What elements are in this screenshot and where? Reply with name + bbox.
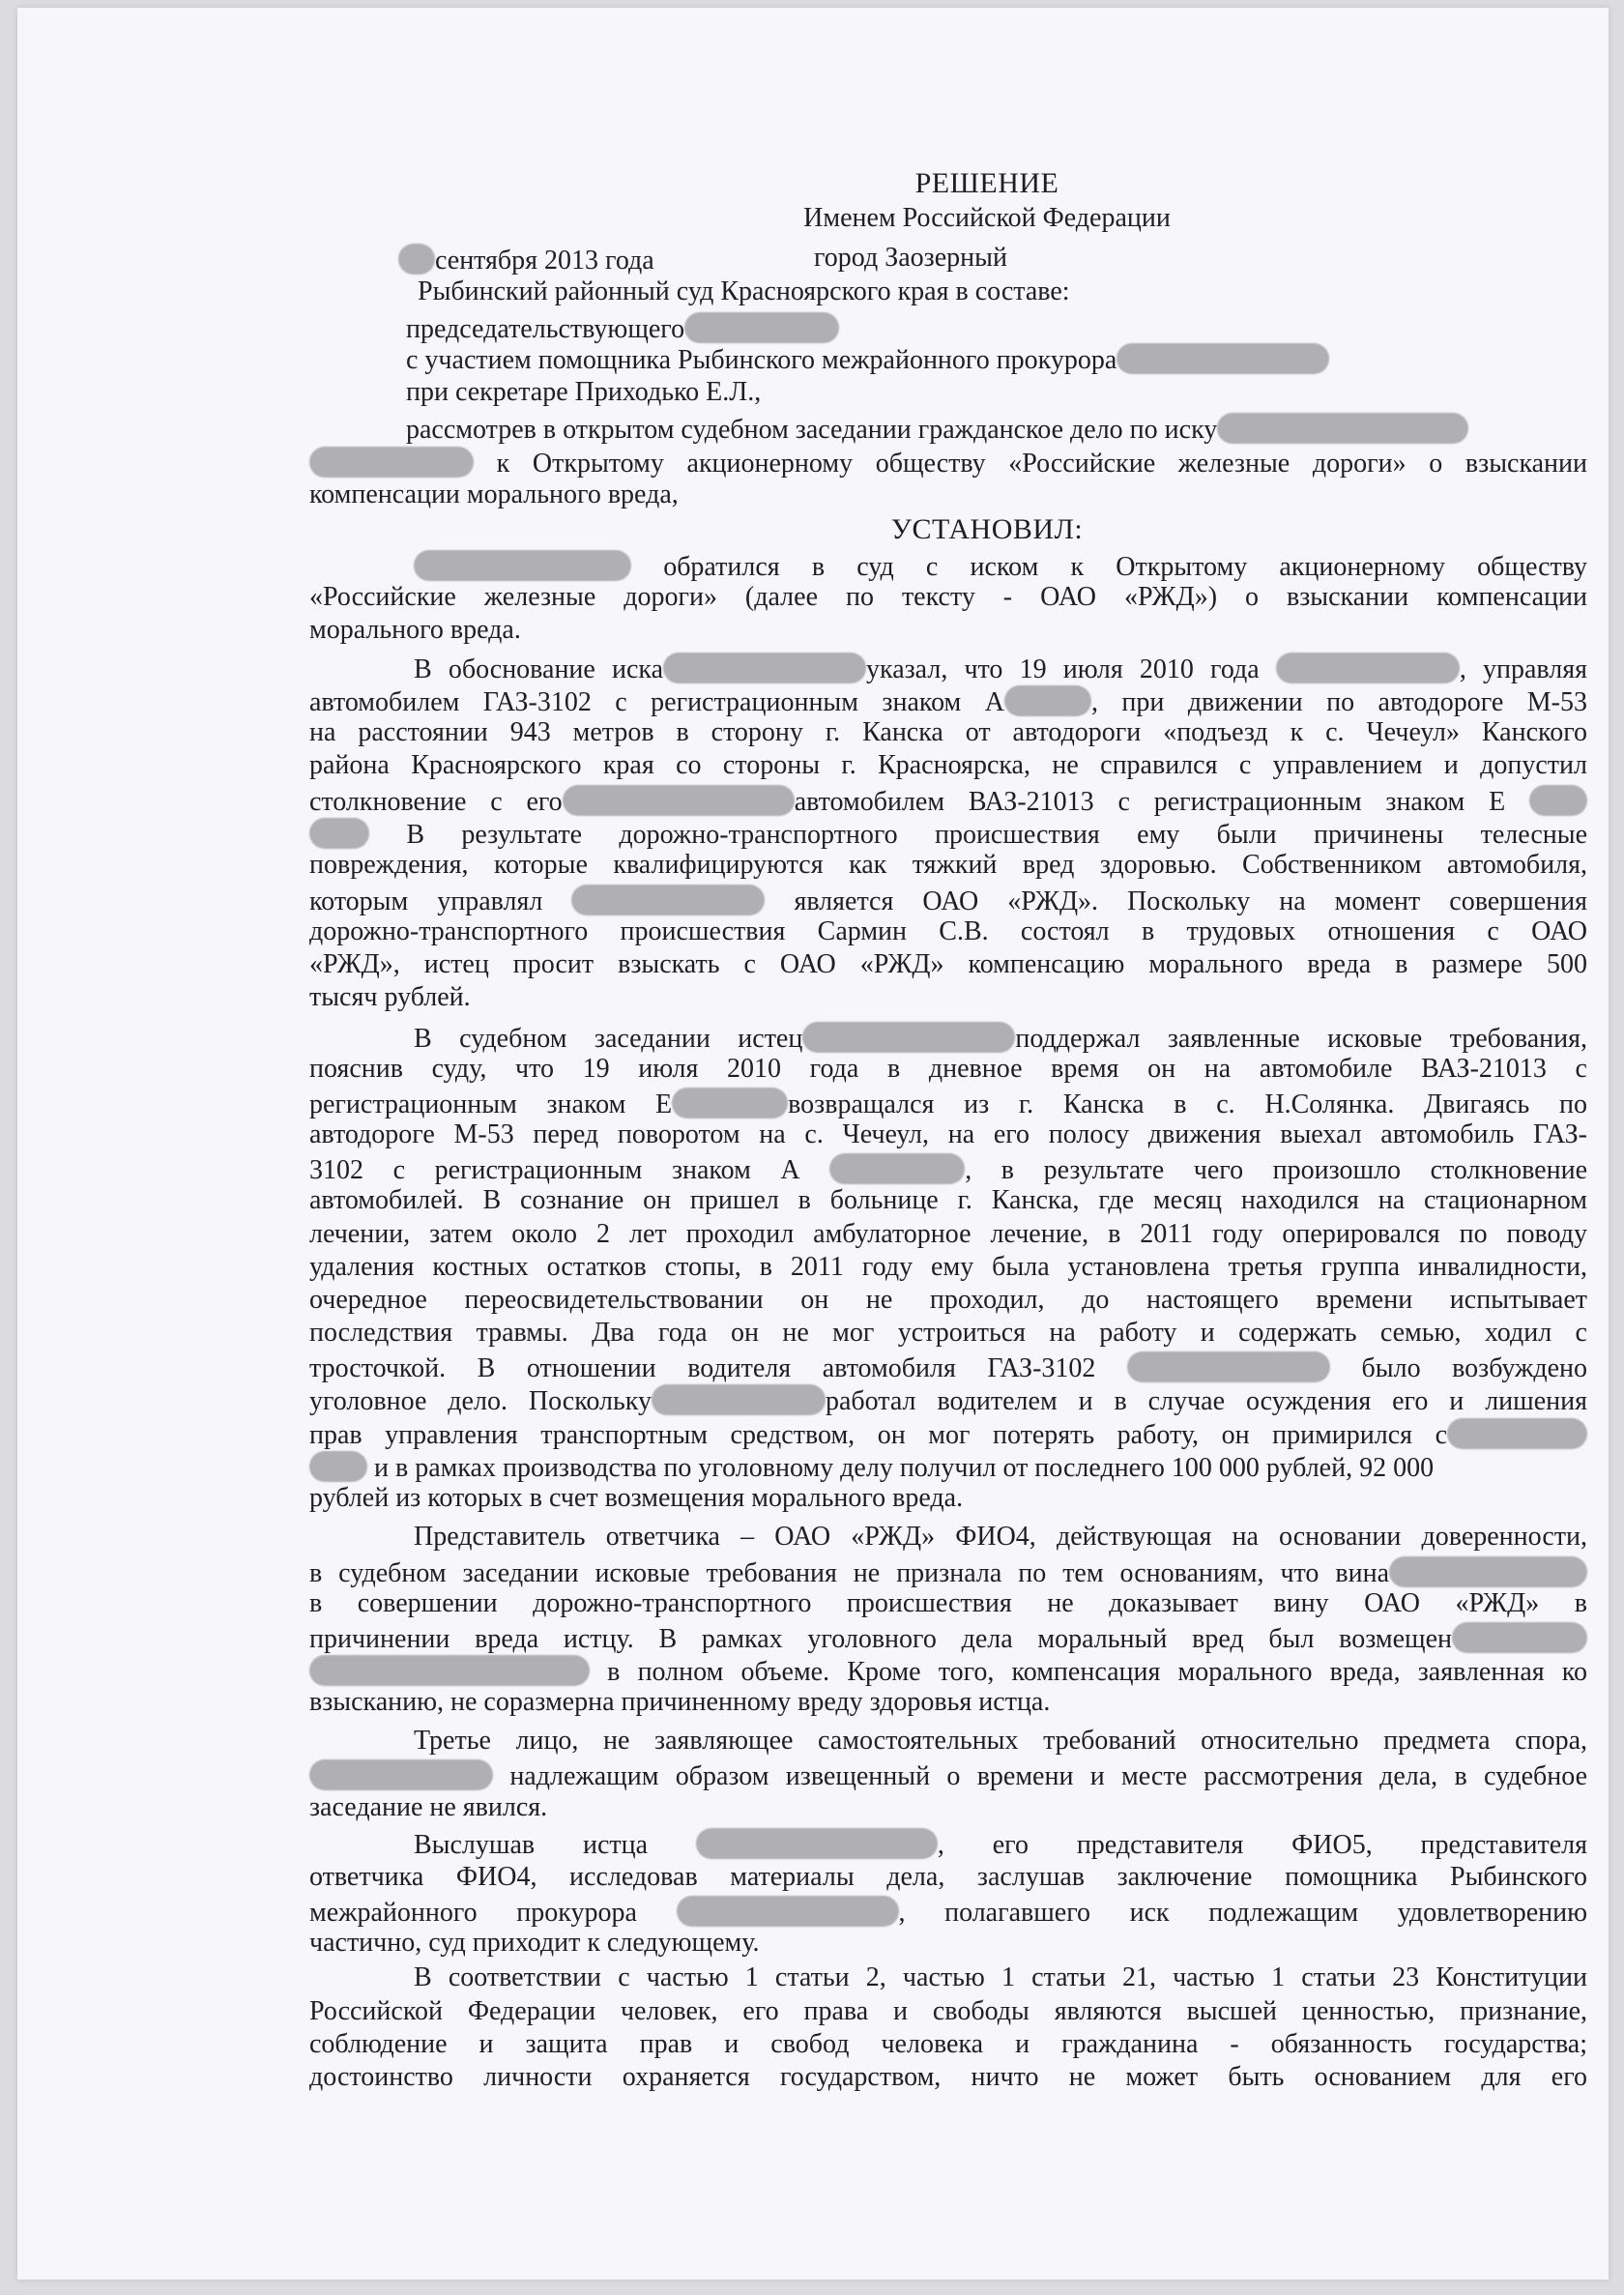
paragraph-line: удаления костных остатков стопы, в 2011 году ему была установлена третья группа инвалидности,: [309, 1252, 1587, 1282]
paragraph-line: района Красноярского края со стороны г. Красноярска, не справился с управлением и допустил: [309, 750, 1587, 780]
redaction: [309, 447, 474, 478]
paragraph-line: дорожно-транспортного происшествия Сармин С.В. состоял в трудовых отношения с ОАО: [309, 916, 1587, 946]
paragraph-line: обратился в суд с иском к Открытому акционерному обществу: [414, 550, 1587, 582]
paragraph-line: В судебном заседании истец поддержал заявленные исковые требования,: [414, 1024, 1587, 1054]
redaction: [829, 1153, 965, 1184]
paragraph-line: регистрационным знаком Е возвращался из г. Канска в с. Н.Солянка. Двигаясь по: [309, 1089, 1587, 1119]
paragraph-line: пояснив суду, что 19 июля 2010 года в дневное время он на автомобиле ВАЗ-21013 с: [309, 1054, 1587, 1084]
paragraph-line: 3102 с регистрационным знаком А , в результате чего произошло столкновение: [309, 1155, 1587, 1185]
paragraph-line: частично, суд приходит к следующему.: [309, 1928, 760, 1958]
paragraph-line: автомобилем ГАЗ-3102 с регистрационным знаком А , при движении по автодороге М-53: [309, 687, 1587, 717]
redaction: [1389, 1556, 1587, 1587]
paragraph-line: В результате дорожно-транспортного происшествия ему были причинены телесные: [309, 818, 1587, 850]
paragraph-line: тысяч рублей.: [309, 982, 471, 1012]
redaction: [663, 653, 866, 683]
redaction: [398, 244, 435, 275]
redaction: [802, 1022, 1015, 1053]
redaction: [1004, 685, 1091, 716]
paragraph-line: лечении, затем около 2 лет проходил амбулаторное лечение, в 2011 году оперировался по поводу: [309, 1219, 1587, 1249]
paragraph-line: автомобилей. В сознание он пришел в больнице г. Канска, где месяц находился на стационарном: [309, 1185, 1587, 1215]
paragraph-line: рублей из которых в счет возмещения морального вреда.: [309, 1483, 964, 1513]
suit-line-end: компенсации морального вреда,: [309, 479, 679, 509]
paragraph-line: Третье лицо, не заявляющее самостоятельных требований относительно предмета спора,: [414, 1726, 1587, 1756]
paragraph-line: В обоснование иска указал, что 19 июля 2010 года , управляя: [414, 654, 1587, 684]
paragraph-line: В соответствии с частью 1 статьи 2, частью 1 статьи 21, частью 1 статьи 23 Конституции: [414, 1962, 1587, 1992]
paragraph-line: ответчика ФИО4, исследовав материалы дела, заслушав заключение помощника Рыбинского: [309, 1862, 1587, 1892]
redaction: [309, 1759, 493, 1790]
redaction: [563, 785, 795, 816]
paragraph-line: автодороге М-53 перед поворотом на с. Чечеул, на его полосу движения выехал автомобиль ГАЗ-: [309, 1119, 1587, 1149]
paragraph-line: надлежащим образом извещенный о времени и месте рассмотрения дела, в судебное: [309, 1759, 1587, 1791]
prosecutor-line: с участием помощника Рыбинского межрайонного прокурора: [406, 343, 1624, 375]
redaction: [309, 1451, 367, 1482]
redaction: [1452, 1622, 1587, 1653]
paragraph-line: повреждения, которые квалифицируются как тяжкий вред здоровью. Собственником автомобиля,: [309, 850, 1587, 880]
paragraph-line: межрайонного прокурора , полагавшего иск подлежащим удовлетворению: [309, 1898, 1588, 1928]
redaction: [684, 312, 839, 343]
paragraph-line: которым управлял является ОАО «РЖД». Поскольку на момент совершения: [309, 886, 1588, 916]
paragraph-line: достоинство личности охраняется государством, ничто не может быть основанием для его: [309, 2062, 1587, 2092]
date-line: сентября 2013 года: [398, 244, 1624, 276]
paragraph-line: морального вреда.: [309, 615, 521, 645]
redaction: [1447, 1418, 1587, 1449]
document-subtitle: Именем Российской Федерации: [803, 203, 1171, 233]
redaction: [677, 1896, 899, 1927]
paragraph-line: последствия травмы. Два года он не мог устроиться на работу и содержать семью, ходил с: [309, 1318, 1587, 1348]
redaction: [696, 1828, 938, 1859]
paragraph-line: уголовное дело. Поскольку работал водителем и в случае осуждения его и лишения: [309, 1386, 1587, 1416]
suit-line: к Открытому акционерному обществу «Российские железные дороги» о взыскании: [309, 447, 1587, 479]
document-title: РЕШЕНИЕ: [914, 167, 1059, 199]
established-heading: УСТАНОВИЛ:: [890, 513, 1084, 545]
paragraph-line: соблюдение и защита прав и свобод человека и гражданина - обязанность государства;: [309, 2029, 1587, 2059]
paragraph-line: Российской Федерации человек, его права и свободы являются высшей ценностью, признание,: [309, 1996, 1587, 2026]
paragraph-line: прав управления транспортным средством, он мог потерять работу, он примирился с: [309, 1418, 1587, 1450]
paragraph-line: взысканию, не соразмерна причиненному вреду здоровья истца.: [309, 1687, 1051, 1717]
redaction: [1127, 1351, 1330, 1382]
redaction: [309, 1655, 590, 1686]
redaction: [1217, 413, 1468, 444]
paragraph-line: Представитель ответчика – ОАО «РЖД» ФИО4, действующая на основании доверенности,: [414, 1522, 1587, 1552]
redaction: [1276, 653, 1460, 683]
paragraph-line: «РЖД», истец просит взыскать с ОАО «РЖД» компенсацию морального вреда в размере 500: [309, 949, 1587, 979]
paragraph-line: и в рамках производства по уголовному делу получил от последнего 100 000 рублей, 92 000: [309, 1451, 1587, 1483]
paragraph-line: тросточкой. В отношении водителя автомобиля ГАЗ-3102 было возбуждено: [309, 1353, 1588, 1383]
redaction: [652, 1384, 826, 1415]
paragraph-line: «Российские железные дороги» (далее по тексту - ОАО «РЖД») о взыскании компенсации: [309, 582, 1587, 612]
paragraph-line: в совершении дорожно-транспортного происшествия не доказывает вину ОАО «РЖД» в: [309, 1588, 1587, 1618]
redaction: [672, 1088, 788, 1118]
paragraph-line: Выслушав истца , его представителя ФИО5, представителя: [414, 1830, 1587, 1860]
paragraph-line: в полном объеме. Кроме того, компенсация морального вреда, заявленная ко: [309, 1655, 1587, 1687]
presiding-line: председательствующего: [406, 312, 1624, 344]
redaction: [414, 550, 631, 581]
court-line: Рыбинский районный суд Красноярского края в составе:: [418, 276, 1070, 306]
redaction: [1116, 343, 1329, 374]
paragraph-line: заседание не явился.: [309, 1792, 548, 1822]
paragraph-line: очередное переосвидетельствовании он не проходил, до настоящего времени испытывает: [309, 1285, 1587, 1315]
paragraph-line: столкновение с его автомобилем ВАЗ-21013 с регистрационным знаком Е: [309, 785, 1587, 817]
paragraph-line: в судебном заседании исковые требования не признала по тем основаниям, что вина: [309, 1556, 1587, 1588]
secretary-line: при секретаре Приходько Е.Л.,: [406, 377, 762, 407]
paragraph-line: на расстоянии 943 метров в сторону г. Канска от автодороги «подъезд к с. Чечеул» Канского: [309, 717, 1587, 747]
redaction: [571, 885, 765, 915]
redaction: [309, 818, 369, 849]
redaction: [1529, 785, 1587, 816]
city: город Заозерный: [814, 243, 1007, 273]
paragraph-line: причинении вреда истцу. В рамках уголовного дела моральный вред был возмещен: [309, 1622, 1587, 1654]
considering-line: рассмотрев в открытом судебном заседании гражданское дело по иску: [406, 413, 1624, 445]
